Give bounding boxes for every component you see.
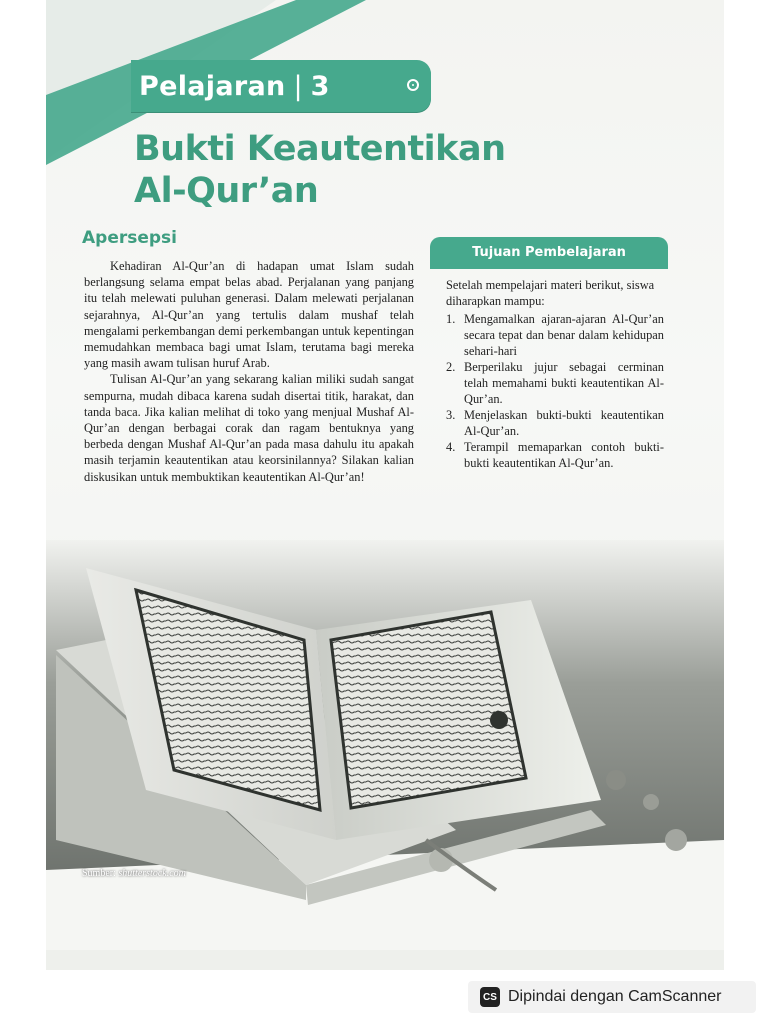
apersepsi-paragraph: Kehadiran Al-Qur’an di hadapan umat Islam sudah berlangsung selama empat belas abad. Perjalanan yang panjang itu telah melewati puluhan generasi. Dalam melewati perjalanan sejarahnya, Al-Qur’an yang tertulis dalam mushaf telah mengalami perkembangan demi perkembangan untuk kepentingan memudahkan membaca bagi umat Islam, terutama bagi mereka yang masih awam tulisan huruf Arab. bbox=[84, 259, 414, 371]
chapter-title-line1: Bukti Keautentikan bbox=[134, 129, 506, 169]
lesson-separator: | bbox=[293, 70, 303, 102]
learning-goals-intro: Setelah mempelajari materi berikut, siswa diharapkan mampu: bbox=[446, 278, 655, 308]
learning-goals-list bbox=[446, 311, 664, 471]
lesson-label-banner bbox=[131, 60, 431, 112]
camscanner-logo-icon: CS bbox=[480, 987, 500, 1007]
list-item: 2. Berperilaku jujur sebagai cerminan telah memahami bukti keautentikan Al-Qur’an. bbox=[446, 360, 664, 406]
apersepsi-paragraph: Tulisan Al-Qur’an yang sekarang kalian miliki sudah sangat sempurna, mudah dibaca karena sudah disertai titik, harakat, dan tanda baca. Jika kalian melihat di toko yang menjual Mushaf Al-Qur’an dengan berbagai corak dan ragam bentuknya yang berbeda dengan Mushaf Al-Qur’an pada masa dahulu itu apakah masih terjamin keautentikan atau keorsinilannya? Silakan kalian diskusikan untuk membuktikan keautentikan Al-Qur’an! bbox=[84, 372, 414, 484]
list-item: 1. Mengamalkan ajaran-ajaran Al-Qur’an secara tepat dan benar dalam kehidupan sehari-hari bbox=[446, 312, 664, 358]
image-source-caption bbox=[82, 868, 186, 879]
apersepsi-heading: Apersepsi bbox=[82, 228, 178, 248]
lesson-label: Pelajaran bbox=[139, 70, 286, 102]
chapter-title-line2: Al-Qur’an bbox=[134, 171, 319, 211]
list-item: 4. Terampil memaparkan contoh bukti-bukti keautentikan Al-Qur’an. bbox=[446, 440, 664, 470]
camscanner-text: Dipindai dengan CamScanner bbox=[508, 988, 722, 1005]
camscanner-watermark bbox=[468, 981, 756, 1013]
image-source-value: shutterstock.com bbox=[118, 868, 186, 879]
lesson-number: 3 bbox=[310, 70, 330, 102]
book-page bbox=[46, 0, 724, 970]
learning-goals-box bbox=[430, 237, 668, 507]
chapter-title bbox=[134, 128, 506, 212]
list-item: 3. Menjelaskan bukti-bukti keautentikan Al-Qur’an. bbox=[446, 408, 664, 438]
open-quran-photo bbox=[46, 540, 724, 950]
apersepsi-body bbox=[84, 258, 414, 485]
image-source-label: Sumber: bbox=[82, 868, 116, 879]
learning-goals-heading: Tujuan Pembelajaran bbox=[430, 237, 668, 269]
circle-ornament-icon bbox=[407, 79, 419, 91]
